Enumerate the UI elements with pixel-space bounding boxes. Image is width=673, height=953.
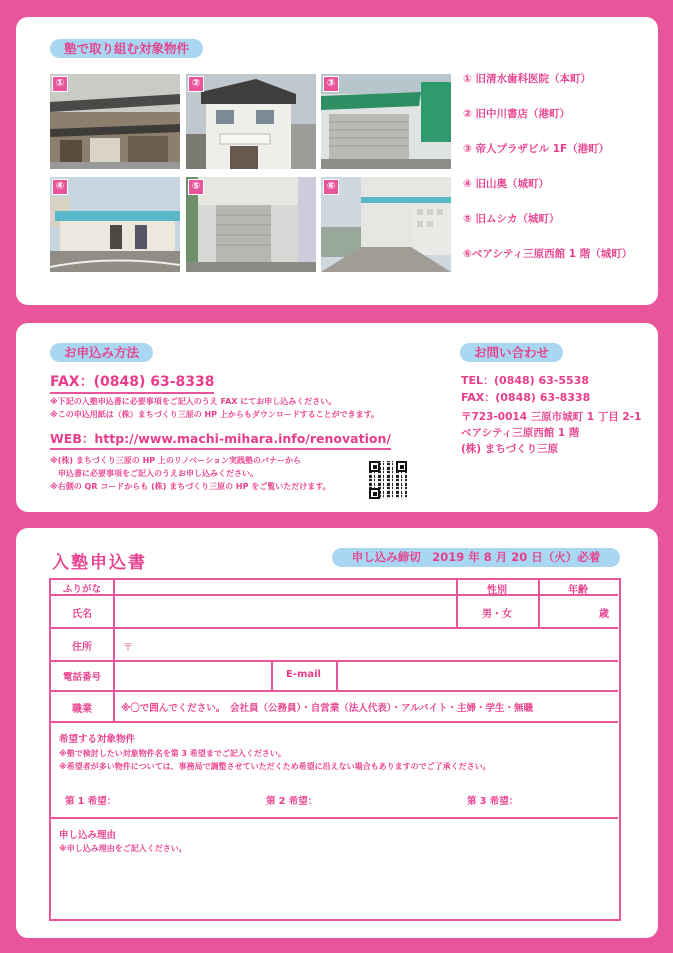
furigana-label: ふりがな bbox=[62, 584, 101, 595]
address-label: 住所 bbox=[72, 642, 92, 653]
photo-number-2: ② bbox=[188, 76, 204, 92]
contact-address bbox=[461, 409, 641, 457]
gender-options[interactable]: 男・女 bbox=[482, 609, 512, 620]
contact-header: お問い合わせ bbox=[460, 343, 563, 362]
gender-label: 性別 bbox=[487, 585, 507, 596]
property-item-3: ③ 帝人プラザビル 1F（港町） bbox=[463, 143, 610, 155]
email-label: E-mail bbox=[285, 669, 321, 680]
photo-number-6: ⑥ bbox=[323, 179, 339, 195]
contact-address-2: ベアシティ三原西館 1 階 bbox=[461, 427, 580, 439]
contact-address-1: 〒723-0014 三原市城町 1 丁目 2-1 bbox=[461, 411, 642, 423]
apply-header: お申込み方法 bbox=[50, 343, 153, 362]
property-photo-6 bbox=[321, 177, 451, 272]
web-note-1: ※(株) まちづくり三原の HP 上のリノベーション実践塾のバナーから bbox=[50, 456, 301, 465]
property-item-2: ② 旧中川書店（港町） bbox=[463, 108, 571, 120]
fax-number: FAX：(0848) 63-8338 bbox=[50, 371, 214, 394]
property-item-6: ⑥ベアシティ三原西館 1 階（城町） bbox=[463, 248, 633, 260]
qr-code[interactable] bbox=[369, 461, 407, 499]
properties-header: 塾で取り組む対象物件 bbox=[50, 39, 203, 58]
job-options[interactable]: ※〇で囲んでください。 会社員（公務員）・自営業（法人代表）・アルバイト・主婦・学生・無職 bbox=[121, 703, 533, 714]
age-label: 年齢 bbox=[568, 585, 588, 596]
contact-block bbox=[461, 372, 590, 406]
property-photo-5 bbox=[186, 177, 316, 272]
age-unit: 歳 bbox=[599, 609, 609, 620]
contact-company: (株) まちづくり三原 bbox=[461, 443, 559, 455]
reason-title: 申し込み理由 bbox=[59, 830, 117, 841]
properties-section bbox=[16, 17, 658, 305]
property-item-1: ① 旧清水歯科医院（本町） bbox=[463, 73, 592, 85]
property-list bbox=[463, 71, 632, 281]
wish-3-field[interactable]: 第 3 希望： bbox=[467, 796, 519, 807]
property-photo-3 bbox=[321, 74, 451, 169]
property-photo-4 bbox=[50, 177, 180, 272]
wish-1-field[interactable]: 第 1 希望： bbox=[65, 796, 117, 807]
job-label: 職業 bbox=[72, 704, 92, 715]
deadline-badge: 申し込み締切 2019 年 8 月 20 日（火）必着 bbox=[332, 548, 620, 567]
form-title: 入塾申込書 bbox=[52, 553, 147, 573]
photo-number-4: ④ bbox=[52, 179, 68, 195]
photo-number-3: ③ bbox=[323, 76, 339, 92]
fax-note-2: ※この申込用紙は（株）まちづくり三原の HP 上からもダウンロードすることができます。 bbox=[50, 410, 379, 419]
reason-note: ※申し込み理由をご記入ください。 bbox=[59, 844, 187, 853]
application-form bbox=[16, 528, 658, 938]
wish-note-1: ※塾で検討したい対象物件名を第 3 希望までご記入ください。 bbox=[59, 749, 286, 758]
property-item-5: ⑤ 旧ムシカ（城町） bbox=[463, 213, 560, 225]
property-photo-1 bbox=[50, 74, 180, 169]
photo-number-5: ⑤ bbox=[188, 179, 204, 195]
application-section bbox=[16, 323, 658, 512]
wish-title: 希望する対象物件 bbox=[59, 734, 136, 745]
form-table bbox=[49, 578, 621, 921]
photo-number-1: ① bbox=[52, 76, 68, 92]
property-item-4: ④ 旧山奥（城町） bbox=[463, 178, 550, 190]
contact-tel: TEL：(0848) 63-5538 bbox=[461, 374, 590, 387]
phone-label: 電話番号 bbox=[62, 672, 101, 683]
wish-2-field[interactable]: 第 2 希望： bbox=[266, 796, 318, 807]
contact-fax: FAX：(0848) 63-8338 bbox=[461, 391, 591, 404]
fax-note-1: ※下記の入塾申込書に必要事項をご記入のうえ FAX にてお申し込みください。 bbox=[50, 397, 337, 406]
name-label: 氏名 bbox=[72, 609, 92, 620]
property-photo-2 bbox=[186, 74, 316, 169]
web-note-2: 申込書に必要事項をご記入のうえお申し込みください。 bbox=[50, 469, 258, 478]
web-url-link[interactable]: WEB：http://www.machi-mihara.info/renovation/ bbox=[50, 429, 391, 450]
wish-note-2: ※希望者が多い物件については、事務局で調整させていただくため希望に沿えない場合もありますのでご了承ください。 bbox=[59, 762, 491, 771]
web-note-3: ※右側の QR コードからも (株) まちづくり三原の HP をご覧いただけます。 bbox=[50, 482, 331, 491]
postal-mark: 〒 bbox=[123, 643, 133, 654]
